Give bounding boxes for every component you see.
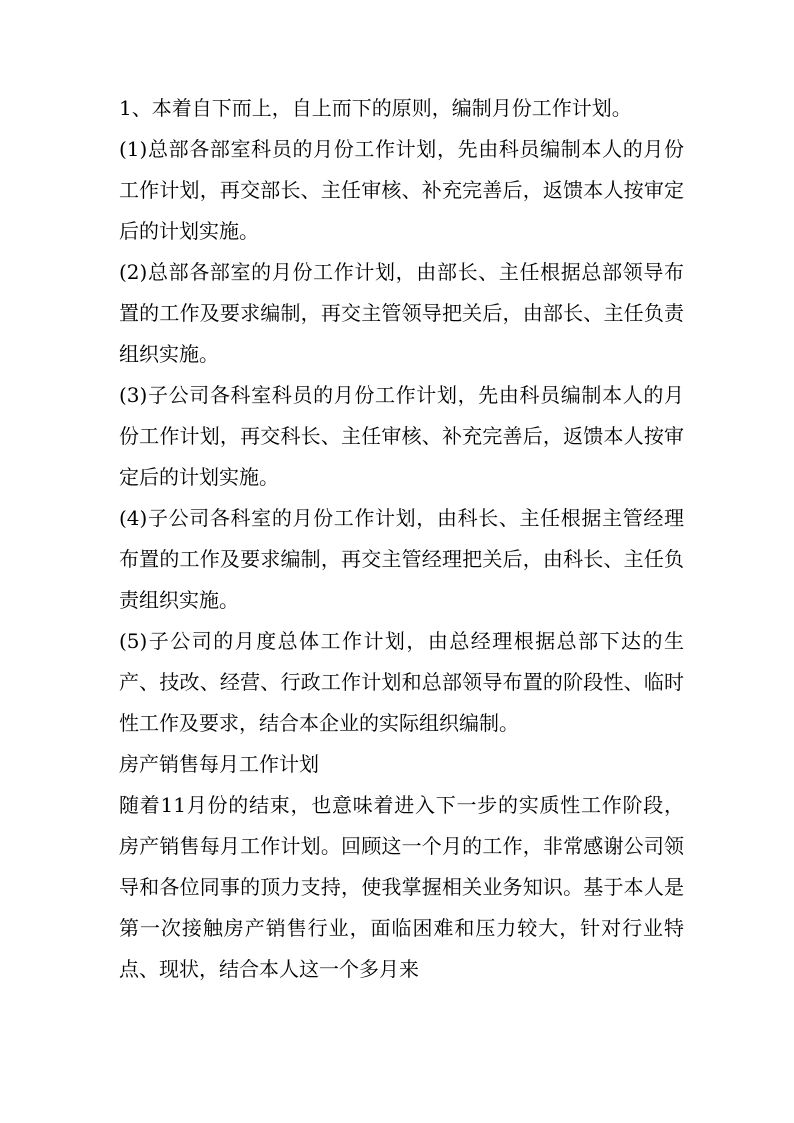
paragraph-item-2: (2)总部各部室的月份工作计划，由部长、主任根据总部领导布置的工作及要求编制，再交主管领导把关后，由部长、主任负责组织实施。 xyxy=(119,260,684,366)
paragraph-item-1: (1)总部各部室科员的月份工作计划，先由科员编制本人的月份工作计划，再交部长、主任审核、补充完善后，返馈本人按审定后的计划实施。 xyxy=(119,137,684,243)
document-body xyxy=(119,88,684,990)
paragraph-item-4: (4)子公司各科室的月份工作计划，由科长、主任根据主管经理布置的工作及要求编制，再交主管经理把关后，由科长、主任负责组织实施。 xyxy=(119,506,684,612)
paragraph-item-3: (3)子公司各科室科员的月份工作计划，先由科员编制本人的月份工作计划，再交科长、主任审核、补充完善后，返馈本人按审定后的计划实施。 xyxy=(119,383,684,489)
section-title: 房产销售每月工作计划 xyxy=(119,752,319,776)
paragraph-principle: 1、本着自下而上，自上而下的原则，编制月份工作计划。 xyxy=(119,96,632,120)
paragraph-body: 随着11月份的结束，也意味着进入下一步的实质性工作阶段，房产销售每月工作计划。回顾这一个月的工作，非常感谢公司领导和各位同事的顶力支持，使我掌握相关业务知识。基于本人是第一次接触房产销售行业，面临困难和压力较大，针对行业特点、现状，结合本人这一个多月来 xyxy=(119,793,684,981)
paragraph-item-5: (5)子公司的月度总体工作计划，由总经理根据总部下达的生产、技改、经营、行政工作计划和总部领导布置的阶段性、临时性工作及要求，结合本企业的实际组织编制。 xyxy=(119,629,684,735)
